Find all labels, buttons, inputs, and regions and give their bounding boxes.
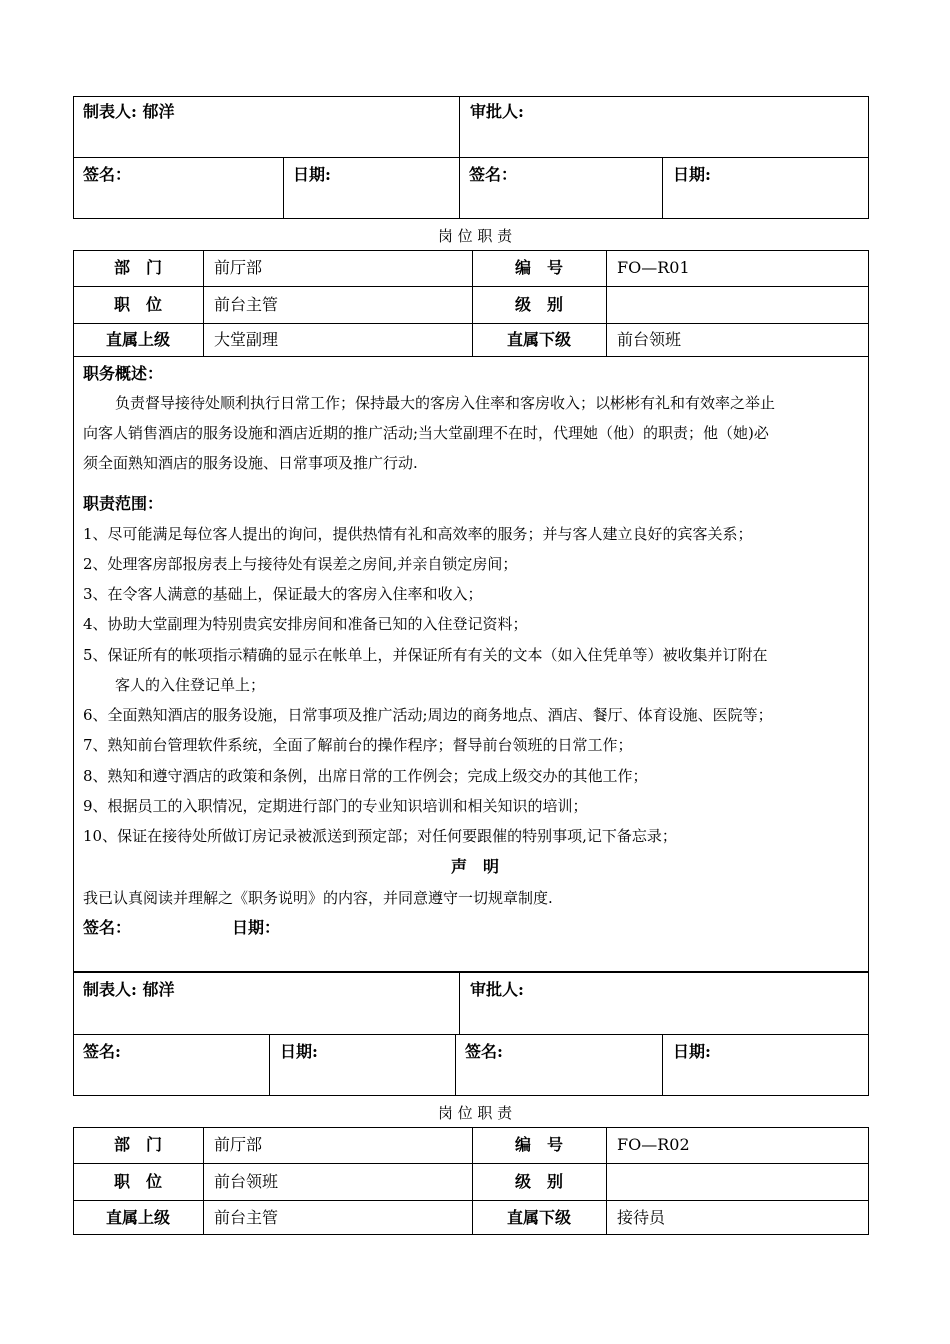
- duty-item: 5、保证所有的帐项指示精确的显示在帐单上，并保证所有有关的文本（如入住凭单等）被收集并订附在: [83, 646, 768, 664]
- summary-line: 负责督导接待处顺利执行日常工作；保持最大的客房入住率和客房收入；以彬彬有礼和有效率之举止: [115, 394, 776, 412]
- subordinate-value: 前台领班: [617, 330, 682, 349]
- dept-label: 部 门: [113, 1135, 162, 1154]
- statement-sign-label: 签名：: [83, 918, 132, 937]
- position-value: 前台主管: [214, 295, 279, 314]
- duty-item: 6、全面熟知酒店的服务设施，日常事项及推广活动;周边的商务地点、酒店、餐厅、体育设施、医院等；: [83, 706, 773, 724]
- grade-label: 级 别: [514, 1172, 563, 1191]
- summary-heading: 职务概述：: [83, 364, 164, 383]
- subordinate-value: 接待员: [617, 1208, 666, 1227]
- position-label: 职 位: [113, 1172, 162, 1191]
- dept-label: 部 门: [113, 258, 162, 277]
- signature-label: 签名：: [469, 165, 518, 184]
- signature-label: 签名:: [83, 1042, 121, 1061]
- date-label: 日期:: [673, 1042, 711, 1061]
- duty-item: 9、根据员工的入职情况，定期进行部门的专业知识培训和相关知识的培训；: [83, 797, 588, 815]
- date-label: 日期:: [673, 165, 711, 184]
- duty-item: 2、处理客房部报房表上与接待处有误差之房间,并亲自锁定房间；: [83, 555, 518, 573]
- signature-label: 签名：: [83, 165, 132, 184]
- code-value: FO—R01: [617, 258, 690, 277]
- code-label: 编 号: [514, 1135, 563, 1154]
- superior-label: 直属上级: [105, 1208, 170, 1227]
- duty-item: 4、协助大堂副理为特别贵宾安排房间和准备已知的入住登记资料；: [83, 615, 528, 633]
- duty-item: 3、在令客人满意的基础上，保证最大的客房入住率和收入；: [83, 585, 483, 603]
- statement-heading: 声 明: [450, 857, 499, 876]
- duty-item: 客人的入住登记单上；: [115, 676, 266, 694]
- section-title: 岗 位 职 责: [437, 227, 513, 245]
- statement-date-label: 日期：: [232, 918, 281, 937]
- code-value: FO—R02: [617, 1135, 690, 1154]
- preparer-label: 制表人: 郁洋: [83, 980, 175, 999]
- dept-value: 前厅部: [214, 258, 263, 277]
- dept-value: 前厅部: [214, 1135, 263, 1154]
- subordinate-label: 直属下级: [506, 330, 571, 349]
- code-label: 编 号: [514, 258, 563, 277]
- preparer-label: 制表人: 郁洋: [83, 102, 175, 121]
- duty-item: 10、保证在接待处所做订房记录被派送到预定部；对任何要跟催的特别事项,记下备忘录；: [83, 827, 677, 845]
- superior-value: 前台主管: [214, 1208, 279, 1227]
- superior-value: 大堂副理: [214, 330, 279, 349]
- duty-item: 7、熟知前台管理软件系统，全面了解前台的操作程序；督导前台领班的日常工作；: [83, 736, 633, 754]
- section-title: 岗 位 职 责: [437, 1104, 513, 1122]
- duty-item: 1、尽可能满足每位客人提出的询问，提供热情有礼和高效率的服务；并与客人建立良好的宾客关系；: [83, 525, 753, 543]
- date-label: 日期:: [280, 1042, 318, 1061]
- summary-line: 向客人销售酒店的服务设施和酒店近期的推广活动;当大堂副理不在时，代理她（他）的职责；他（她)必: [83, 424, 769, 442]
- summary-line: 须全面熟知酒店的服务设施、日常事项及推广行动.: [83, 454, 418, 472]
- date-label: 日期:: [293, 165, 331, 184]
- scope-heading: 职责范围：: [83, 494, 164, 513]
- subordinate-label: 直属下级: [506, 1208, 571, 1227]
- position-label: 职 位: [113, 295, 162, 314]
- signature-label: 签名:: [465, 1042, 503, 1061]
- duty-item: 8、熟知和遵守酒店的政策和条例，出席日常的工作例会；完成上级交办的其他工作；: [83, 767, 648, 785]
- statement-text: 我已认真阅读并理解之《职务说明》的内容，并同意遵守一切规章制度.: [83, 889, 553, 907]
- superior-label: 直属上级: [105, 330, 170, 349]
- approver-label: 审批人:: [470, 102, 524, 121]
- grade-label: 级 别: [514, 295, 563, 314]
- position-value: 前台领班: [214, 1172, 279, 1191]
- approver-label: 审批人:: [470, 980, 524, 999]
